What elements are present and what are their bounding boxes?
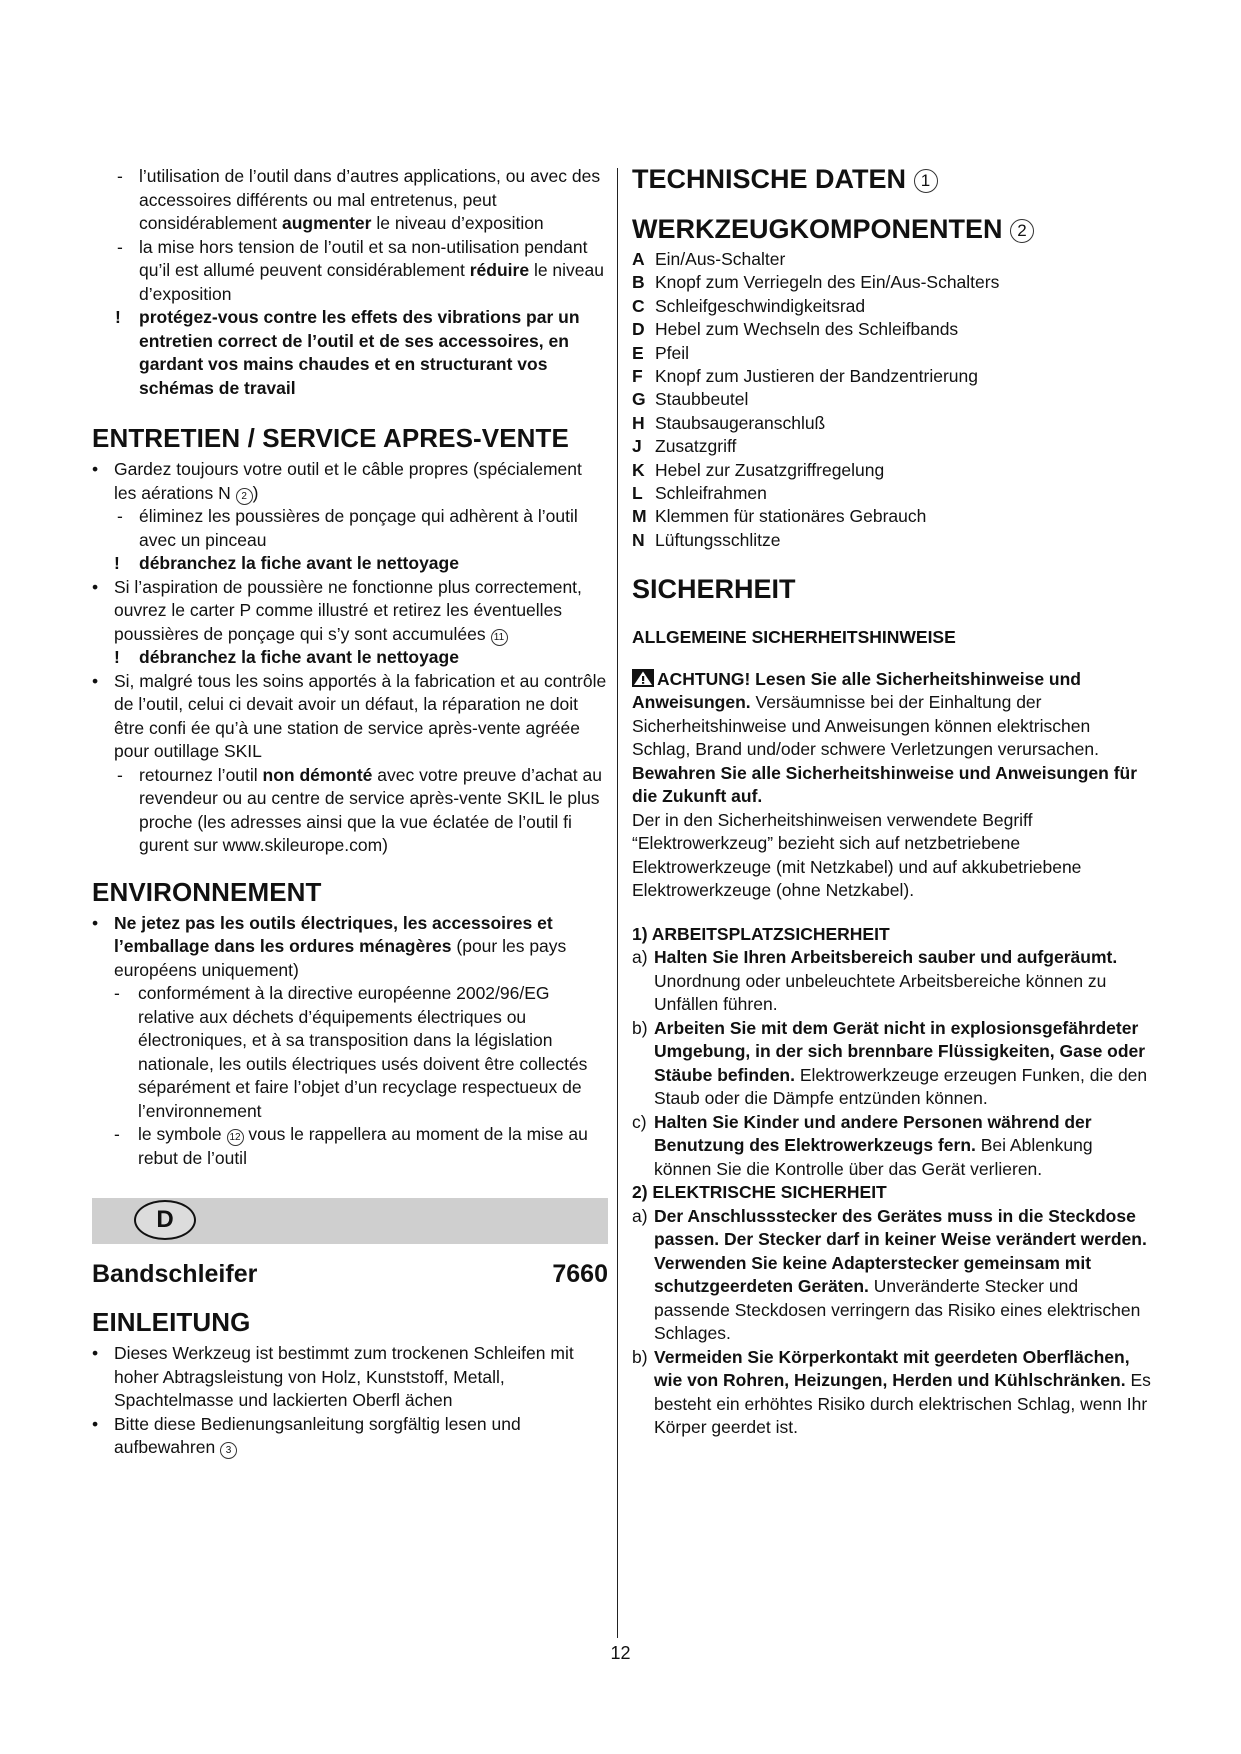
begriff-paragraph: Der in den Sicherheitshinweisen verwendete Begriff “Elektrowerkzeug” bezieht sich auf netzbetriebene Elektrowerkzeuge (mit Netzkabel) und auf akkubetriebene Elektrowerkzeuge (ohne Netzkabel).	[632, 809, 1082, 901]
item-bold-text: Vermeiden Sie Körperkontakt mit geerdeten Oberflächen, wie von Rohren, Heizungen, Herden und Kühlschränken.	[654, 1346, 1130, 1391]
component-letter: E	[632, 342, 644, 363]
component-label: Staubbeutel	[655, 389, 749, 410]
fr-dash-item-2: - la mise hors tension de l’outil et sa non-utilisation pendant qu’il est allumé peuvent considérablement réduire le niveau d’exposition	[117, 236, 604, 304]
achtung-paragraph: ACHTUNG! Lesen Sie alle Sicherheitshinweise und Anweisungen. Versäumnisse bei der Einhaltung der Sicherheitshinweise und Anweisungen können elektrischen Schlag, Brand und/oder schwere Verletzungen verursachen. Bewahren Sie alle Sicherheitshinweise und Anweisungen für die Zukunft auf.	[632, 668, 1138, 807]
language-band	[92, 1198, 608, 1244]
entretien-bullet-3: • Si, malgré tous les soins apportés à la fabrication et au contrôle de l’outil, celui ci devait avoir un défaut, la réparation ne doit être confi ée qu’à une station de service après-vente agréée pour outillage SKIL	[92, 670, 607, 761]
environnement-bullet-1: • Ne jetez pas les outils électriques, les accessoires et l’emballage dans les ordures ménagères (pour les pays européens uniquement)	[92, 912, 567, 980]
component-item	[632, 318, 1152, 341]
item-bold-text: Der Anschlussstecker des Gerätes muss in die Steckdose passen. Der Stecker darf in keiner Weise verändert werden. Verwenden Sie keine Adapterstecker gemeinsam mit schutzgeerdeten Geräten.	[654, 1205, 1147, 1297]
ref-11-icon: 11	[491, 629, 508, 646]
item-text: Bei Ablenkung können Sie die Kontrolle über das Gerät verlieren.	[654, 1135, 1093, 1179]
component-letter: N	[632, 529, 645, 550]
environnement-dash-2: - le symbole 12 vous le rappellera au moment de la mise au rebut de l’outil	[114, 1124, 588, 1168]
component-letter: M	[632, 506, 647, 527]
component-item	[632, 482, 1152, 505]
component-label: Hebel zum Wechseln des Schleifbands	[655, 319, 959, 340]
component-letter: A	[632, 249, 645, 269]
component-letter: G	[632, 389, 646, 410]
right-column	[632, 162, 1152, 1440]
item-text: Es besteht ein erhöhtes Risiko durch elektrischen Schlag, wenn Ihr Körper geerdet ist.	[654, 1370, 1151, 1438]
warning-triangle-icon	[632, 669, 654, 687]
component-item	[632, 435, 1152, 458]
component-item	[632, 412, 1152, 435]
item-bold-text: Halten Sie Ihren Arbeitsbereich sauber und aufgeräumt.	[654, 947, 1118, 968]
item-bold-text: Halten Sie Kinder und andere Personen während der Benutzung des Elektrowerkzeugs fern.	[654, 1111, 1092, 1156]
entretien-dash-2: - retournez l’outil non démonté avec votre preuve d’achat au revendeur ou au centre de service après-vente SKIL le plus proche (les adresses ainsi que la vue éclatée de l’outil fi gurent sur www.skileurope.com)	[117, 764, 602, 855]
component-label: Hebel zur Zusatzgriffregelung	[655, 459, 885, 480]
component-item	[632, 365, 1152, 388]
arbeitsplatz-list	[632, 946, 1152, 1181]
product-header	[92, 1258, 608, 1290]
component-letter: C	[632, 295, 645, 316]
column-divider	[617, 168, 618, 1638]
s1-item	[632, 1111, 1152, 1182]
product-model: 7660	[552, 1260, 608, 1288]
component-letter: L	[632, 483, 643, 504]
ref-12-icon: 12	[227, 1129, 244, 1146]
component-item	[632, 271, 1152, 294]
components-heading: WERKZEUGKOMPONENTEN 2	[632, 212, 1152, 246]
item-marker: a)	[632, 1205, 648, 1226]
s1-item	[632, 1017, 1152, 1111]
component-item	[632, 248, 1152, 271]
page-number: 12	[610, 1643, 631, 1663]
elektrische-list	[632, 1205, 1152, 1440]
fr-dash-item-1: - l’utilisation de l’outil dans d’autres applications, ou avec des accessoires différents ou mal entretenus, peut considérablement augmenter le niveau d’exposition	[117, 166, 601, 233]
component-label: Schleifrahmen	[655, 483, 767, 504]
einleitung-bullet-1: • Dieses Werkzeug ist bestimmt zum trockenen Schleifen mit hoher Abtragsleistung von Holz, Kunststoff, Metall, Spachtelmasse und lackierten Oberfl ächen	[92, 1343, 574, 1410]
sicherheit-heading: SICHERHEIT	[632, 574, 796, 605]
item-bold-text: Arbeiten Sie mit dem Gerät nicht in explosionsgefährdeter Umgebung, in der sich brennbare Flüssigkeiten, Gase oder Stäube befinden.	[654, 1017, 1146, 1085]
component-label: Knopf zum Justieren der Bandzentrierung	[655, 366, 978, 387]
allgemeine-heading: ALLGEMEINE SICHERHEITSHINWEISE	[632, 627, 956, 648]
s1-item	[632, 946, 1152, 1017]
entretien-warning-1: ! débranchez la fiche avant le nettoyage	[114, 553, 459, 573]
fr-warning-vibrations: ! protégez-vous contre les effets des vibrations par un entretien correct de l’outil et de ses accessoires, en gardant vos mains chaudes et en structurant vos schémas de travail	[115, 307, 580, 398]
component-item	[632, 295, 1152, 318]
ref-2b-icon: 2	[1010, 219, 1034, 243]
left-column	[92, 165, 608, 1460]
component-label: Staubsaugeranschluß	[655, 412, 826, 433]
component-label: Klemmen für stationäres Gebrauch	[655, 506, 927, 527]
component-label: Knopf zum Verriegeln des Ein/Aus-Schalters	[655, 272, 1000, 293]
component-label: Ein/Aus-Schalter	[655, 249, 786, 269]
component-letter: H	[632, 412, 645, 433]
item-text: Unordnung oder unbeleuchtete Arbeitsbereiche können zu Unfällen führen.	[654, 970, 1107, 1015]
item-text: Elektrowerkzeuge erzeugen Funken, die den Staub oder die Dämpfe entzünden können.	[654, 1064, 1148, 1109]
ref-3-icon: 3	[220, 1442, 237, 1459]
entretien-bullet-1: • Gardez toujours votre outil et le câble propres (spécialement les aérations N 2 )	[92, 459, 582, 503]
entretien-warning-2: ! débranchez la fiche avant le nettoyage	[114, 647, 459, 667]
component-label: Schleifgeschwindigkeitsrad	[655, 295, 866, 316]
environnement-heading: ENVIRONNEMENT	[92, 876, 322, 907]
entretien-dash-1: - éliminez les poussières de ponçage qui adhèrent à l’outil avec un pinceau	[117, 506, 578, 550]
product-name: Bandschleifer	[92, 1260, 258, 1288]
ref-2-icon: 2	[236, 488, 253, 505]
component-label: Pfeil	[655, 342, 690, 363]
elektrische-heading: 2) ELEKTRISCHE SICHERHEIT	[632, 1182, 887, 1203]
component-item	[632, 459, 1152, 482]
environnement-dash-1: - conformément à la directive européenne 2002/96/EG relative aux déchets d’équipements électriques ou électroniques, et à sa transposition dans la législation nationale, les outils électriques usés doivent être collectés séparément et faire l’objet d’un recyclage respectueux de l’environnement	[114, 983, 588, 1121]
component-letter: K	[632, 459, 645, 480]
language-badge: D	[134, 1200, 196, 1240]
component-letter: B	[632, 272, 645, 293]
item-marker: c)	[632, 1111, 647, 1132]
component-letter: D	[632, 319, 645, 340]
component-item	[632, 342, 1152, 365]
tech-heading: TECHNISCHE DATEN 1	[632, 162, 1152, 196]
ref-1-icon: 1	[914, 169, 938, 193]
component-item	[632, 388, 1152, 411]
item-marker: b)	[632, 1017, 648, 1038]
component-item	[632, 505, 1152, 528]
s2-item	[632, 1205, 1152, 1346]
components-list	[632, 248, 1152, 552]
component-letter: F	[632, 366, 643, 387]
item-text: Unveränderte Stecker und passende Steckdosen verringern das Risiko eines elektrischen Schlages.	[654, 1276, 1141, 1344]
item-marker: b)	[632, 1346, 648, 1367]
entretien-bullet-2: • Si l’aspiration de poussière ne fonctionne plus correctement, ouvrez le carter P comme illustré et retirez les éventuelles poussières de ponçage qui s’y sont accumulées 11	[92, 576, 582, 644]
einleitung-heading: EINLEITUNG	[92, 1307, 251, 1337]
einleitung-bullet-2: • Bitte diese Bedienungsanleitung sorgfältig lesen und aufbewahren 3	[92, 1413, 521, 1457]
s2-item	[632, 1346, 1152, 1440]
entretien-heading: ENTRETIEN / SERVICE APRES-VENTE	[92, 423, 569, 453]
arbeitsplatz-heading: 1) ARBEITSPLATZSICHERHEIT	[632, 923, 890, 944]
component-item	[632, 529, 1152, 552]
item-marker: a)	[632, 947, 648, 968]
component-label: Zusatzgriff	[655, 436, 737, 457]
component-letter: J	[632, 436, 642, 457]
component-label: Lüftungsschlitze	[655, 529, 781, 550]
